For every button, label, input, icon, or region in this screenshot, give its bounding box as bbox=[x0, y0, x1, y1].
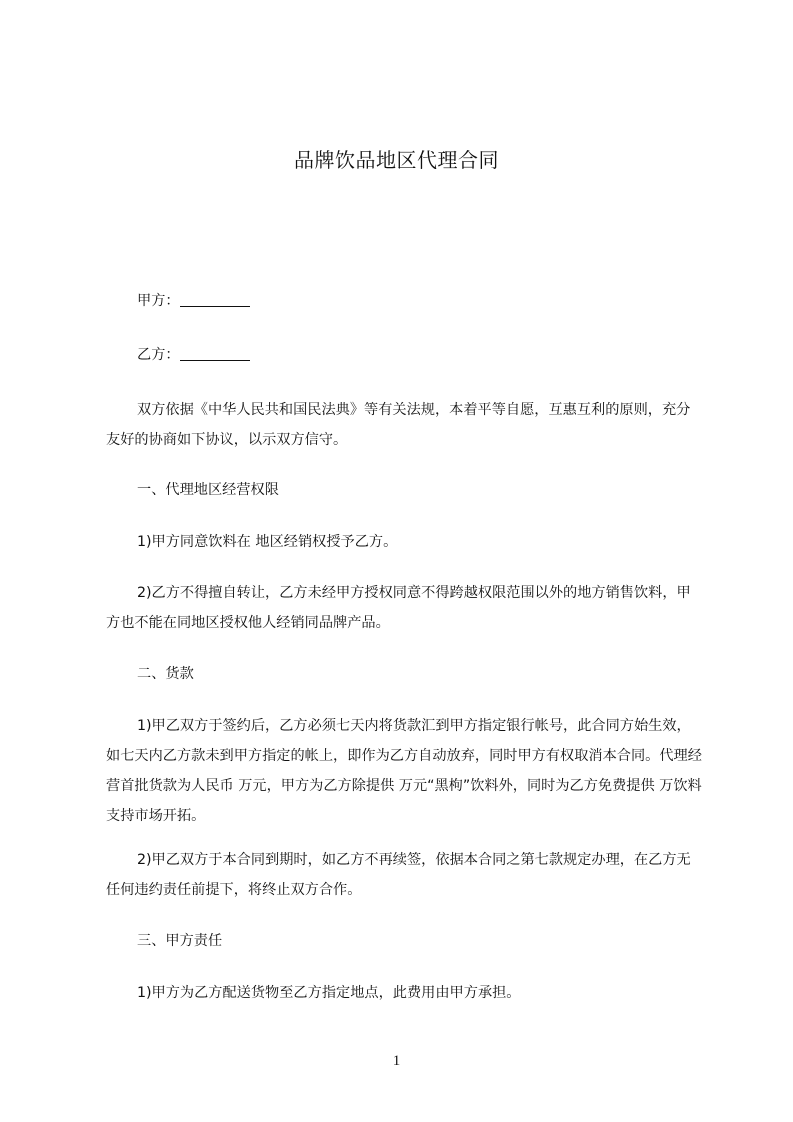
section2-item1: 1)甲乙双方于签约后，乙方必须七天内将货款汇到甲方指定银行帐号，此合同方始生效，如七天内乙方款未到甲方指定的帐上，即作为乙方自动放弃，同时甲方有权取消本合同。代理经营首批货款为人民币 万元，甲方为乙方除提供 万元“黑枸”饮料外，同时为乙方免费提供 万饮料支持市场开拓。 bbox=[106, 718, 702, 824]
party-a-blank bbox=[180, 292, 250, 307]
section2-heading: 二、货款 bbox=[137, 666, 194, 682]
party-b-blank bbox=[180, 346, 250, 361]
party-b-line bbox=[106, 340, 702, 370]
party-b-label: 乙方： bbox=[137, 347, 180, 363]
page-number: 1 bbox=[392, 1053, 401, 1069]
section3-item1: 1)甲方为乙方配送货物至乙方指定地点，此费用由甲方承担。 bbox=[137, 985, 521, 1001]
section2-item2: 2)甲乙双方于本合同到期时，如乙方不再续签，依据本合同之第七款规定办理，在乙方无任何违约责任前提下，将终止双方合作。 bbox=[106, 852, 691, 898]
section1-heading: 一、代理地区经营权限 bbox=[137, 482, 279, 498]
party-a-line bbox=[106, 286, 702, 316]
document-title: 品牌饮品地区代理合同 bbox=[294, 148, 499, 172]
section3-heading: 三、甲方责任 bbox=[137, 933, 223, 949]
section1-item2: 2)乙方不得擅自转让，乙方未经甲方授权同意不得跨越权限范围以外的地方销售饮料，甲方也不能在同地区授权他人经销同品牌产品。 bbox=[106, 585, 691, 631]
section1-item1: 1)甲方同意饮料在 地区经销权授予乙方。 bbox=[137, 534, 398, 550]
preamble-paragraph: 双方依据《中华人民共和国民法典》等有关法规，本着平等自愿，互惠互利的原则，充分友好的协商如下协议，以示双方信守。 bbox=[106, 402, 691, 448]
party-a-label: 甲方： bbox=[137, 293, 180, 309]
